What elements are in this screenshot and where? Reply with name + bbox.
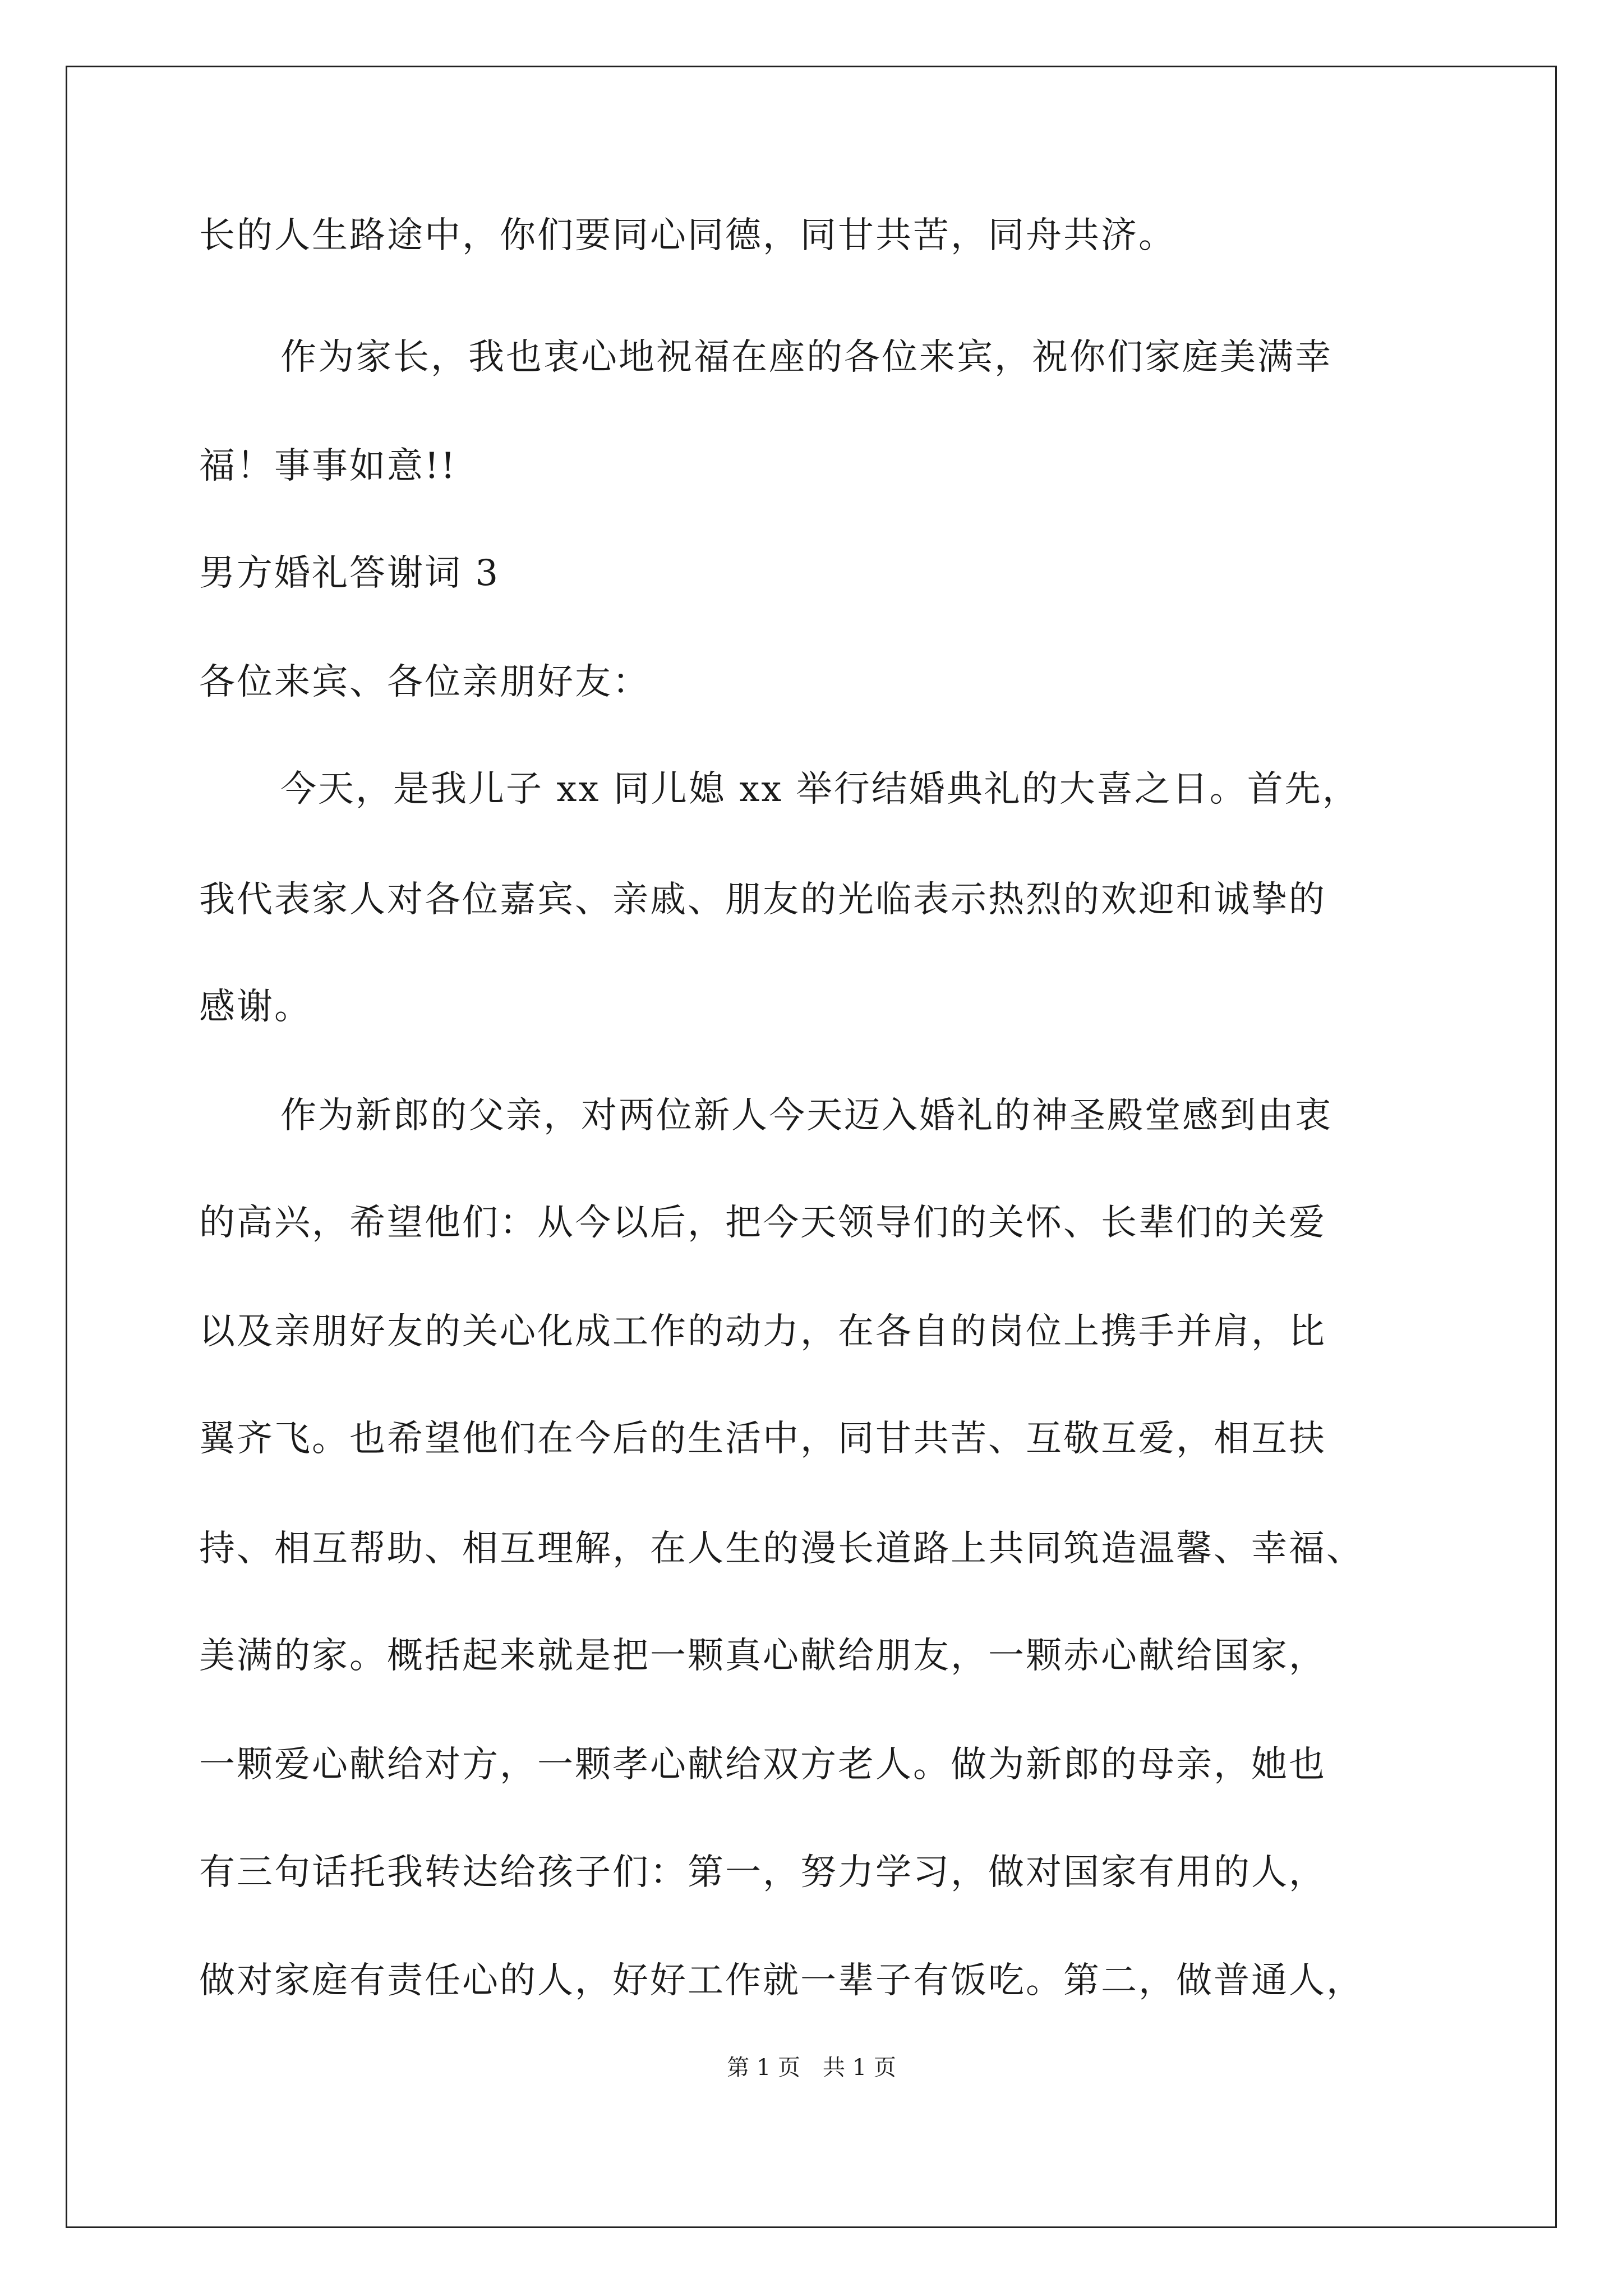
- text-line: 作为新郎的父亲，对两位新人今天迈入婚礼的神圣殿堂感到由衷: [280, 1095, 1332, 1137]
- page-footer: 第 1 页 共 1 页: [727, 2055, 896, 2081]
- text-line: 持、相互帮助、相互理解，在人生的漫长道路上共同筑造温馨、幸福、: [199, 1528, 1364, 1570]
- text-line: 感谢。: [199, 986, 312, 1028]
- text-line: 作为家长，我也衷心地祝福在座的各位来宾，祝你们家庭美满幸: [280, 337, 1332, 378]
- text-line: 我代表家人对各位嘉宾、亲戚、朋友的光临表示热烈的欢迎和诚挚的: [199, 879, 1326, 921]
- text-line: 一颗爱心献给对方，一颗孝心献给双方老人。做为新郎的母亲，她也: [199, 1744, 1326, 1786]
- page-border: [66, 66, 1557, 2228]
- salutation: 各位来宾、各位亲朋好友：: [199, 661, 650, 703]
- text-line: 做对家庭有责任心的人，好好工作就一辈子有饭吃。第二，做普通人，: [199, 1960, 1364, 2001]
- section-heading: 男方婚礼答谢词 3: [199, 553, 500, 594]
- text-line: 美满的家。概括起来就是把一颗真心献给朋友，一颗赤心献给国家，: [199, 1635, 1326, 1677]
- text-line: 今天，是我儿子 xx 同儿媳 xx 举行结婚典礼的大喜之日。首先，: [280, 769, 1360, 810]
- text-line: 翼齐飞。也希望他们在今后的生活中，同甘共苦、互敬互爱，相互扶: [199, 1418, 1326, 1460]
- text-line: 长的人生路途中，你们要同心同德，同甘共苦，同舟共济。: [199, 215, 1176, 256]
- text-line: 福！事事如意!!: [199, 445, 457, 487]
- text-line: 以及亲朋好友的关心化成工作的动力，在各自的岗位上携手并肩，比: [199, 1311, 1326, 1352]
- text-line: 有三句话托我转达给孩子们：第一，努力学习，做对国家有用的人，: [199, 1852, 1326, 1893]
- text-line: 的高兴，希望他们：从今以后，把今天领导们的关怀、长辈们的关爱: [199, 1202, 1326, 1244]
